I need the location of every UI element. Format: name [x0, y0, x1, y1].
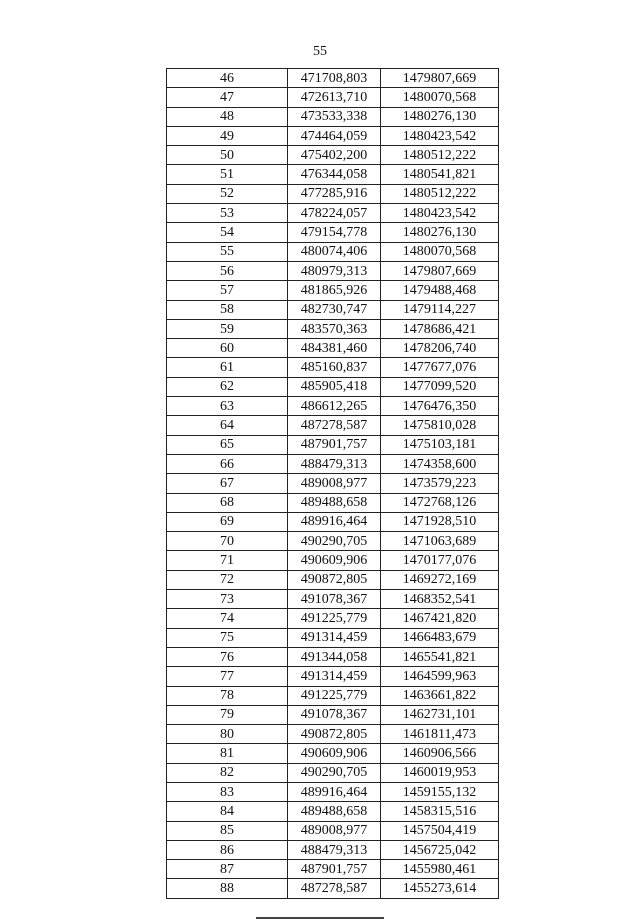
table-row [167, 686, 499, 705]
point-number-cell: 84 [167, 802, 288, 821]
x-coordinate-cell: 490290,705 [288, 763, 381, 782]
y-coordinate-cell: 1475810,028 [381, 416, 499, 435]
point-number-cell: 71 [167, 551, 288, 570]
point-number-cell: 49 [167, 126, 288, 145]
point-number-cell: 67 [167, 474, 288, 493]
y-coordinate-cell: 1459155,132 [381, 782, 499, 801]
y-coordinate-cell: 1460906,566 [381, 744, 499, 763]
x-coordinate-cell: 488479,313 [288, 454, 381, 473]
y-coordinate-cell: 1457504,419 [381, 821, 499, 840]
point-number-cell: 61 [167, 358, 288, 377]
table-row [167, 146, 499, 165]
point-number-cell: 65 [167, 435, 288, 454]
y-coordinate-cell: 1464599,963 [381, 667, 499, 686]
point-number-cell: 56 [167, 261, 288, 280]
x-coordinate-cell: 482730,747 [288, 300, 381, 319]
point-number-cell: 83 [167, 782, 288, 801]
point-number-cell: 55 [167, 242, 288, 261]
point-number-cell: 75 [167, 628, 288, 647]
x-coordinate-cell: 489008,977 [288, 474, 381, 493]
point-number-cell: 68 [167, 493, 288, 512]
table-row [167, 474, 499, 493]
y-coordinate-cell: 1480423,542 [381, 204, 499, 223]
point-number-cell: 53 [167, 204, 288, 223]
y-coordinate-cell: 1479807,669 [381, 261, 499, 280]
y-coordinate-cell: 1477099,520 [381, 377, 499, 396]
point-number-cell: 79 [167, 705, 288, 724]
point-number-cell: 63 [167, 397, 288, 416]
table-row [167, 802, 499, 821]
table-row [167, 744, 499, 763]
point-number-cell: 50 [167, 146, 288, 165]
point-number-cell: 77 [167, 667, 288, 686]
x-coordinate-cell: 491344,058 [288, 647, 381, 666]
x-coordinate-cell: 484381,460 [288, 339, 381, 358]
table-row [167, 358, 499, 377]
y-coordinate-cell: 1460019,953 [381, 763, 499, 782]
y-coordinate-cell: 1476476,350 [381, 397, 499, 416]
point-number-cell: 70 [167, 532, 288, 551]
page-number: 55 [313, 44, 327, 59]
table-row [167, 416, 499, 435]
y-coordinate-cell: 1456725,042 [381, 840, 499, 859]
point-number-cell: 74 [167, 609, 288, 628]
x-coordinate-cell: 471708,803 [288, 69, 381, 88]
table-row [167, 609, 499, 628]
table-row [167, 590, 499, 609]
table-row [167, 512, 499, 531]
y-coordinate-cell: 1471928,510 [381, 512, 499, 531]
x-coordinate-cell: 472613,710 [288, 88, 381, 107]
y-coordinate-cell: 1472768,126 [381, 493, 499, 512]
point-number-cell: 69 [167, 512, 288, 531]
table-row [167, 763, 499, 782]
y-coordinate-cell: 1478206,740 [381, 339, 499, 358]
y-coordinate-cell: 1479807,669 [381, 69, 499, 88]
x-coordinate-cell: 491078,367 [288, 705, 381, 724]
table-row [167, 860, 499, 879]
table-row [167, 435, 499, 454]
point-number-cell: 51 [167, 165, 288, 184]
y-coordinate-cell: 1468352,541 [381, 590, 499, 609]
x-coordinate-cell: 490872,805 [288, 725, 381, 744]
table-row [167, 339, 499, 358]
table-row [167, 204, 499, 223]
y-coordinate-cell: 1480276,130 [381, 107, 499, 126]
table-row [167, 242, 499, 261]
y-coordinate-cell: 1478686,421 [381, 319, 499, 338]
table-row [167, 397, 499, 416]
table-row [167, 223, 499, 242]
table-row [167, 300, 499, 319]
point-number-cell: 64 [167, 416, 288, 435]
table-row [167, 840, 499, 859]
point-number-cell: 58 [167, 300, 288, 319]
x-coordinate-cell: 477285,916 [288, 184, 381, 203]
table-row [167, 377, 499, 396]
table-row [167, 782, 499, 801]
x-coordinate-cell: 487278,587 [288, 879, 381, 898]
y-coordinate-cell: 1480070,568 [381, 88, 499, 107]
point-number-cell: 72 [167, 570, 288, 589]
y-coordinate-cell: 1475103,181 [381, 435, 499, 454]
table-row [167, 261, 499, 280]
point-number-cell: 85 [167, 821, 288, 840]
x-coordinate-cell: 489488,658 [288, 493, 381, 512]
y-coordinate-cell: 1455980,461 [381, 860, 499, 879]
table-row [167, 879, 499, 898]
y-coordinate-cell: 1477677,076 [381, 358, 499, 377]
point-number-cell: 87 [167, 860, 288, 879]
table-row [167, 454, 499, 473]
table-row [167, 551, 499, 570]
table-row [167, 88, 499, 107]
point-number-cell: 66 [167, 454, 288, 473]
x-coordinate-cell: 491078,367 [288, 590, 381, 609]
x-coordinate-cell: 491314,459 [288, 667, 381, 686]
point-number-cell: 57 [167, 281, 288, 300]
x-coordinate-cell: 478224,057 [288, 204, 381, 223]
x-coordinate-cell: 487901,757 [288, 860, 381, 879]
y-coordinate-cell: 1469272,169 [381, 570, 499, 589]
x-coordinate-cell: 491314,459 [288, 628, 381, 647]
point-number-cell: 54 [167, 223, 288, 242]
x-coordinate-cell: 479154,778 [288, 223, 381, 242]
table-row [167, 126, 499, 145]
table-row [167, 165, 499, 184]
point-number-cell: 47 [167, 88, 288, 107]
x-coordinate-cell: 486612,265 [288, 397, 381, 416]
y-coordinate-cell: 1463661,822 [381, 686, 499, 705]
y-coordinate-cell: 1461811,473 [381, 725, 499, 744]
x-coordinate-cell: 480074,406 [288, 242, 381, 261]
point-number-cell: 82 [167, 763, 288, 782]
x-coordinate-cell: 481865,926 [288, 281, 381, 300]
point-number-cell: 78 [167, 686, 288, 705]
table-row [167, 570, 499, 589]
x-coordinate-cell: 485905,418 [288, 377, 381, 396]
x-coordinate-cell: 491225,779 [288, 609, 381, 628]
table-row [167, 647, 499, 666]
x-coordinate-cell: 476344,058 [288, 165, 381, 184]
x-coordinate-cell: 474464,059 [288, 126, 381, 145]
table-row [167, 821, 499, 840]
y-coordinate-cell: 1466483,679 [381, 628, 499, 647]
table-row [167, 281, 499, 300]
coordinates-table-body [167, 69, 499, 899]
y-coordinate-cell: 1473579,223 [381, 474, 499, 493]
point-number-cell: 62 [167, 377, 288, 396]
point-number-cell: 48 [167, 107, 288, 126]
table-row [167, 532, 499, 551]
point-number-cell: 73 [167, 590, 288, 609]
table-row [167, 725, 499, 744]
table-row [167, 107, 499, 126]
point-number-cell: 86 [167, 840, 288, 859]
x-coordinate-cell: 483570,363 [288, 319, 381, 338]
point-number-cell: 76 [167, 647, 288, 666]
table-row [167, 69, 499, 88]
y-coordinate-cell: 1479488,468 [381, 281, 499, 300]
y-coordinate-cell: 1480512,222 [381, 184, 499, 203]
x-coordinate-cell: 489916,464 [288, 512, 381, 531]
y-coordinate-cell: 1479114,227 [381, 300, 499, 319]
point-number-cell: 81 [167, 744, 288, 763]
point-number-cell: 80 [167, 725, 288, 744]
y-coordinate-cell: 1474358,600 [381, 454, 499, 473]
x-coordinate-cell: 487901,757 [288, 435, 381, 454]
table-row [167, 667, 499, 686]
y-coordinate-cell: 1467421,820 [381, 609, 499, 628]
y-coordinate-cell: 1480276,130 [381, 223, 499, 242]
x-coordinate-cell: 491225,779 [288, 686, 381, 705]
point-number-cell: 59 [167, 319, 288, 338]
x-coordinate-cell: 489008,977 [288, 821, 381, 840]
table-row [167, 705, 499, 724]
y-coordinate-cell: 1480541,821 [381, 165, 499, 184]
x-coordinate-cell: 489488,658 [288, 802, 381, 821]
y-coordinate-cell: 1480512,222 [381, 146, 499, 165]
x-coordinate-cell: 475402,200 [288, 146, 381, 165]
table-row [167, 319, 499, 338]
table-row [167, 628, 499, 647]
table-row [167, 493, 499, 512]
y-coordinate-cell: 1458315,516 [381, 802, 499, 821]
x-coordinate-cell: 473533,338 [288, 107, 381, 126]
x-coordinate-cell: 487278,587 [288, 416, 381, 435]
y-coordinate-cell: 1480423,542 [381, 126, 499, 145]
x-coordinate-cell: 490609,906 [288, 744, 381, 763]
x-coordinate-cell: 480979,313 [288, 261, 381, 280]
x-coordinate-cell: 490290,705 [288, 532, 381, 551]
x-coordinate-cell: 488479,313 [288, 840, 381, 859]
point-number-cell: 60 [167, 339, 288, 358]
x-coordinate-cell: 490872,805 [288, 570, 381, 589]
x-coordinate-cell: 485160,837 [288, 358, 381, 377]
point-number-cell: 52 [167, 184, 288, 203]
y-coordinate-cell: 1470177,076 [381, 551, 499, 570]
x-coordinate-cell: 489916,464 [288, 782, 381, 801]
coordinates-table [166, 68, 499, 899]
table-row [167, 184, 499, 203]
y-coordinate-cell: 1465541,821 [381, 647, 499, 666]
y-coordinate-cell: 1471063,689 [381, 532, 499, 551]
y-coordinate-cell: 1480070,568 [381, 242, 499, 261]
point-number-cell: 46 [167, 69, 288, 88]
x-coordinate-cell: 490609,906 [288, 551, 381, 570]
y-coordinate-cell: 1455273,614 [381, 879, 499, 898]
point-number-cell: 88 [167, 879, 288, 898]
y-coordinate-cell: 1462731,101 [381, 705, 499, 724]
